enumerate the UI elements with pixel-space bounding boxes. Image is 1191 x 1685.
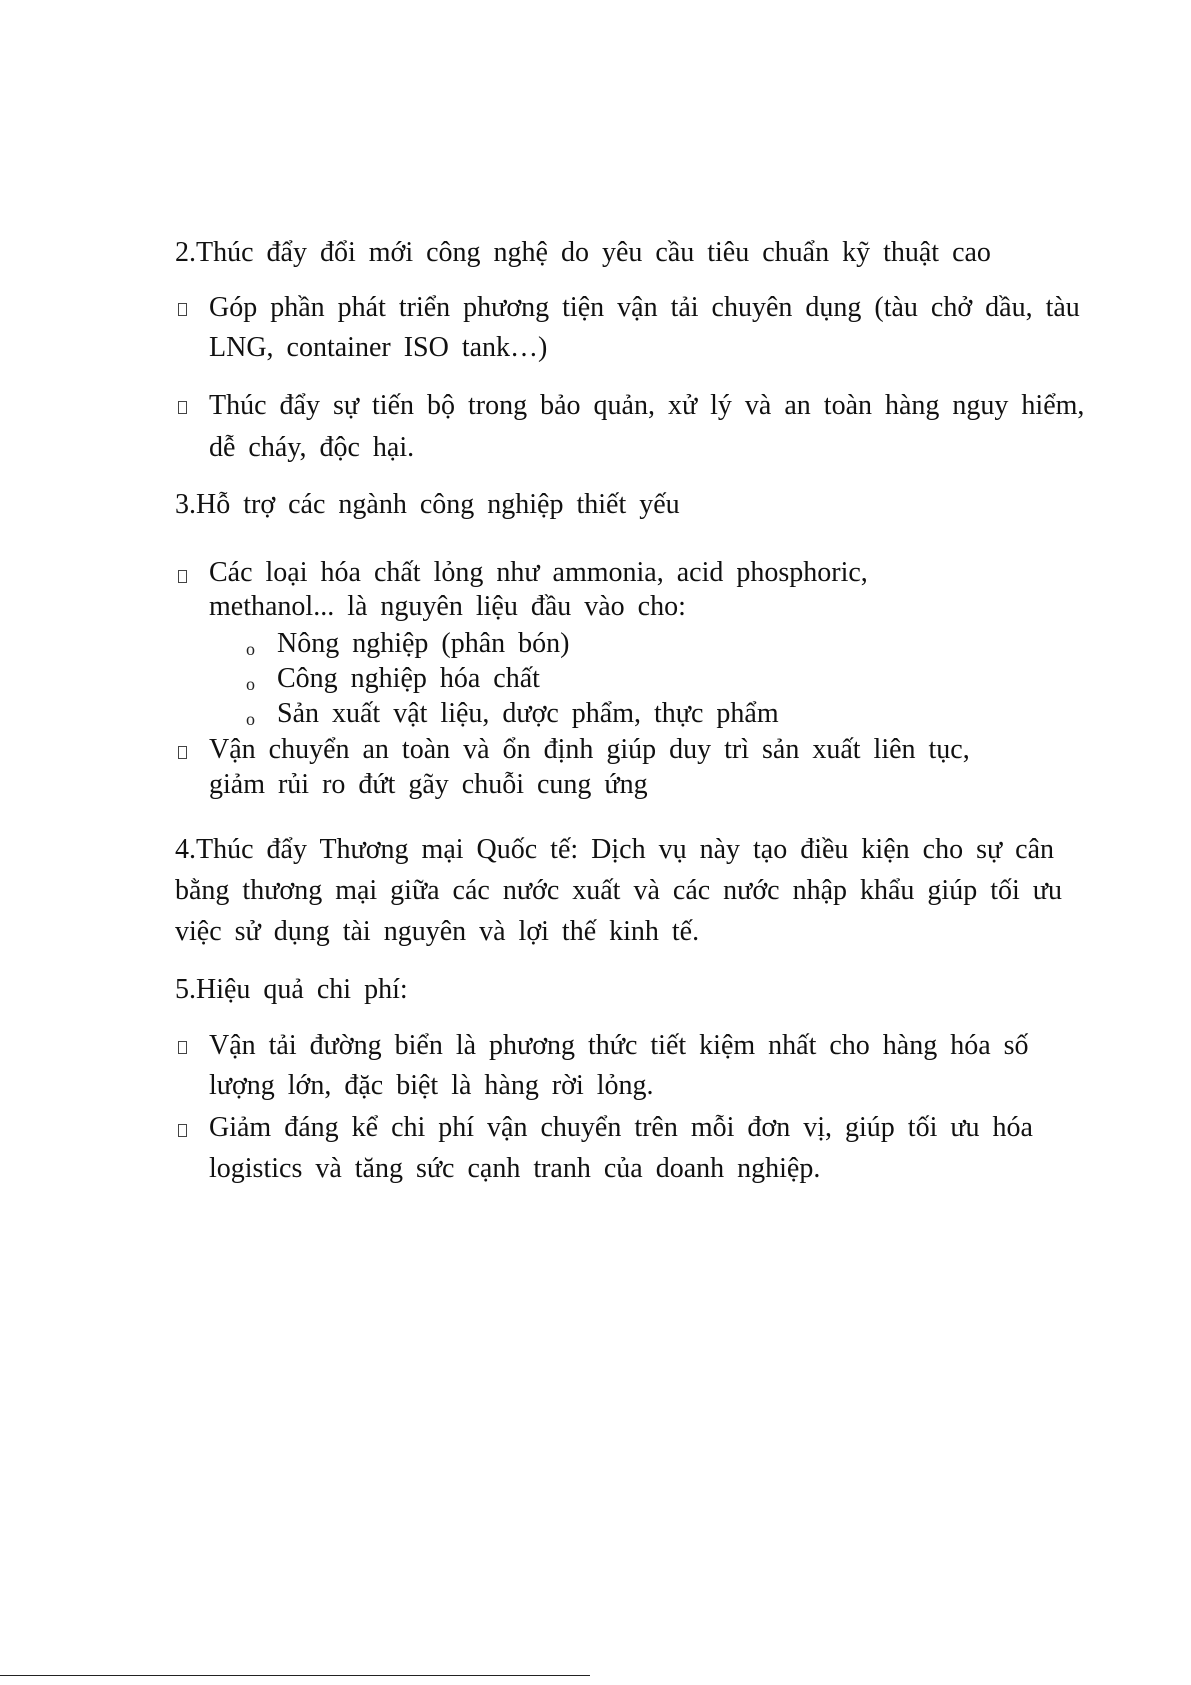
bullet-line: giảm rủi ro đứt gãy chuỗi cung ứng	[209, 769, 648, 800]
sub-list-item: Nông nghiệp (phân bón)	[277, 628, 570, 659]
sub-bullet-marker: o	[246, 674, 255, 694]
section-heading-5: 5.Hiệu quả chi phí:	[175, 974, 408, 1005]
bullet-line: Vận tải đường biển là phương thức tiết kiệm nhất cho hàng hóa số	[209, 1030, 1029, 1061]
bullet-marker-icon	[178, 303, 187, 316]
bullet-line: Các loại hóa chất lỏng như ammonia, acid phosphoric,	[209, 557, 868, 588]
bullet-line: Góp phần phát triển phương tiện vận tải chuyên dụng (tàu chở dầu, tàu	[209, 292, 1080, 323]
bullet-line: LNG, container ISO tank…)	[209, 332, 548, 363]
sub-bullet-marker: o	[246, 639, 255, 659]
bullet-line: dễ cháy, độc hại.	[209, 432, 415, 463]
section-heading-2: 2.Thúc đẩy đổi mới công nghệ do yêu cầu tiêu chuẩn kỹ thuật cao	[175, 237, 991, 268]
bullet-marker-icon	[178, 1124, 187, 1137]
bullet-marker-icon	[178, 1041, 187, 1054]
bullet-line: logistics và tăng sức cạnh tranh của doanh nghiệp.	[209, 1153, 821, 1184]
footnote-rule	[0, 1675, 590, 1676]
bullet-line: Giảm đáng kể chi phí vận chuyển trên mỗi đơn vị, giúp tối ưu hóa	[209, 1112, 1033, 1143]
bullet-line: Vận chuyển an toàn và ổn định giúp duy trì sản xuất liên tục,	[209, 734, 970, 765]
bullet-marker-icon	[178, 401, 187, 414]
paragraph-line: bằng thương mại giữa các nước xuất và các nước nhập khẩu giúp tối ưu	[175, 875, 1062, 906]
sub-list-item: Công nghiệp hóa chất	[277, 663, 540, 694]
section-heading-3: 3.Hỗ trợ các ngành công nghiệp thiết yếu	[175, 489, 680, 520]
bullet-line: Thúc đẩy sự tiến bộ trong bảo quản, xử lý và an toàn hàng nguy hiểm,	[209, 390, 1085, 421]
bullet-marker-icon	[178, 746, 187, 759]
sub-list-item: Sản xuất vật liệu, dược phẩm, thực phẩm	[277, 698, 779, 729]
bullet-line: methanol... là nguyên liệu đầu vào cho:	[209, 591, 686, 622]
paragraph-line: 4.Thúc đẩy Thương mại Quốc tế: Dịch vụ này tạo điều kiện cho sự cân	[175, 834, 1054, 865]
bullet-marker-icon	[178, 570, 187, 583]
bullet-line: lượng lớn, đặc biệt là hàng rời lỏng.	[209, 1070, 654, 1101]
sub-bullet-marker: o	[246, 709, 255, 729]
paragraph-line: việc sử dụng tài nguyên và lợi thế kinh tế.	[175, 916, 700, 947]
